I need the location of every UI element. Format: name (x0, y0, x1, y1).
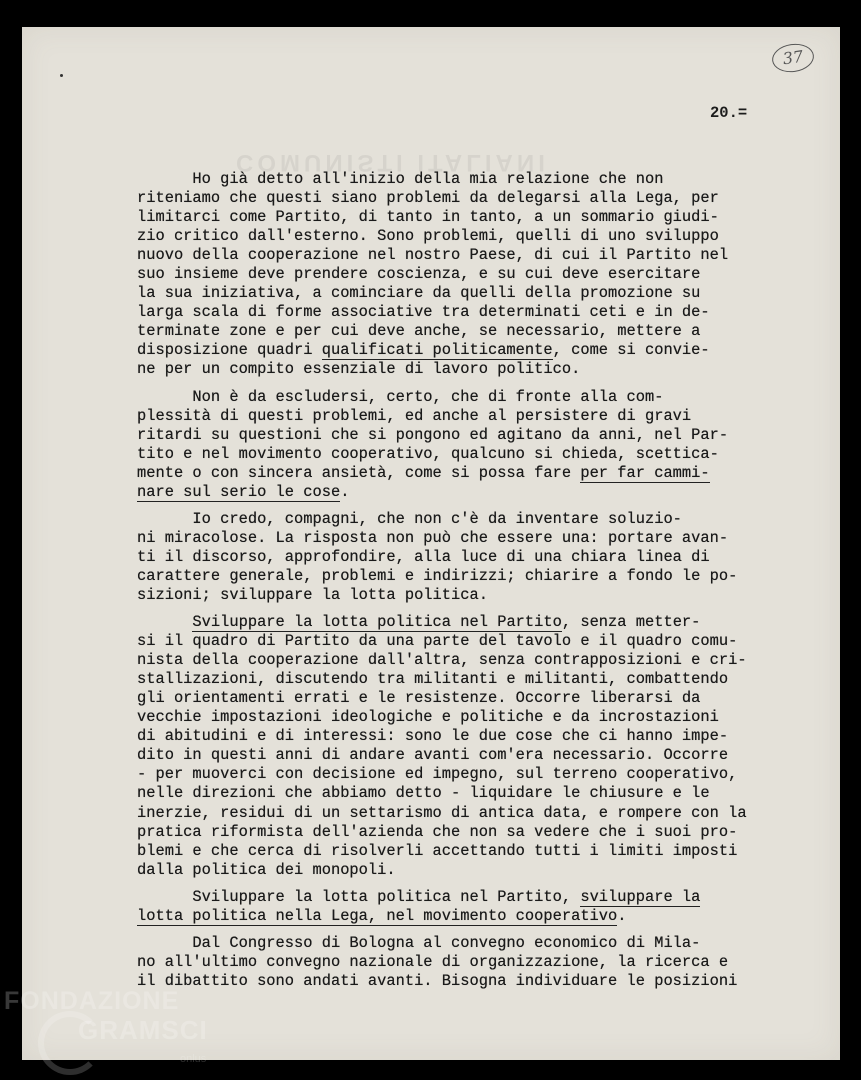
paragraph (137, 170, 777, 380)
underlined-phrase: per far cammi- (580, 463, 710, 482)
text-line: limitarci come Partito, di tanto in tanto, a un sommario giudi- (137, 208, 719, 227)
text-line: tito e nel movimento cooperativo, qualcuno si chieda, scettica- (137, 444, 719, 463)
paragraph-gap (137, 502, 777, 510)
underlined-phrase: sviluppare la (580, 887, 701, 906)
paragraph (137, 510, 777, 605)
text-line: Dal Congresso di Bologna al convegno economico di Mila- (137, 933, 701, 952)
text-line: nelle direzioni che abbiamo detto - liquidare le chiusure e le (137, 784, 710, 803)
text-line: disposizione quadri qualificati politicamente, come si convie- (137, 341, 710, 360)
text-line: di abitudini e di interessi: sono le due cose che ci hanno impe- (137, 727, 729, 746)
text-line: Io credo, compagni, che non c'è da inventare soluzio- (137, 509, 682, 528)
text-line: nista della cooperazione dall'altra, senza contrapposizioni e cri- (137, 651, 747, 670)
archive-watermark (4, 987, 244, 1080)
underlined-phrase: lotta politica nella Lega, nel movimento cooperativo (137, 906, 618, 925)
underlined-phrase: nare sul serio le cose (137, 482, 341, 501)
text-line: zio critico dall'esterno. Sono problemi, quelli di uno sviluppo (137, 227, 719, 246)
text-line: dalla politica dei monopoli. (137, 860, 396, 879)
text-line: pratica riformista dell'azienda che non sa vedere che i suoi pro- (137, 822, 738, 841)
text-line: nare sul serio le cose. (137, 482, 350, 501)
text-line: inerzie, residui di un settarismo di antica data, e rompere con la (137, 803, 747, 822)
paragraph-gap (137, 880, 777, 888)
text-line: suo insieme deve prendere coscienza, e su cui deve esercitare (137, 265, 701, 284)
text-line: Non è da escludersi, certo, che di fronte alla com- (137, 387, 664, 406)
paragraph-gap (137, 380, 777, 388)
watermark-line-3: onlus (180, 1053, 207, 1065)
text-line: gli orientamenti errati e le resistenze. Occorre liberarsi da (137, 689, 701, 708)
watermark-line-2: GRAMSCI (78, 1015, 208, 1045)
text-line: vecchie impostazioni ideologiche e politiche e da incrostazioni (137, 708, 719, 727)
text-line: lotta politica nella Lega, nel movimento cooperativo. (137, 906, 627, 925)
page-number: 20.= (710, 104, 748, 122)
text-line: la sua iniziativa, a cominciare da quelli della promozione su (137, 284, 701, 303)
text-line: plessità di questi problemi, ed anche al persistere di gravi (137, 406, 692, 425)
text-line: stallizazioni, discutendo tra militanti e militanti, combattendo (137, 670, 729, 689)
paragraph (137, 934, 777, 991)
paragraph (137, 888, 777, 926)
underlined-phrase: Sviluppare la lotta politica nel Partito (192, 613, 562, 632)
text-line: ritardi su questioni che si pongono ed agitano da anni, nel Par- (137, 425, 729, 444)
archive-stamp-number: 37 (770, 41, 815, 75)
text-line: sizioni; sviluppare la lotta politica. (137, 585, 488, 604)
text-line: nuovo della cooperazione nel nostro Paese, di cui il Partito nel (137, 246, 729, 265)
text-line: il dibattito sono andati avanti. Bisogna individuare le posizioni (137, 971, 738, 990)
paragraph (137, 613, 777, 880)
text-line: - per muoverci con decisione ed impegno, sul terreno cooperativo, (137, 765, 738, 784)
watermark-line-1: FONDAZIONE (4, 987, 180, 1015)
text-line: Sviluppare la lotta politica nel Partito, sviluppare la (137, 887, 701, 906)
text-line: larga scala di forme associative tra determinati ceti e in de- (137, 303, 710, 322)
document-body (137, 170, 777, 991)
text-line: carattere generale, problemi e indirizzi; chiarire a fondo le po- (137, 566, 738, 585)
ink-speck (60, 74, 63, 77)
text-line: Ho già detto all'inizio della mia relazione che non (137, 170, 664, 188)
text-line: no all'ultimo convegno nazionale di organizzazione, la ricerca e (137, 952, 729, 971)
text-line: si il quadro di Partito da una parte del tavolo e il quadro comu- (137, 632, 738, 651)
text-line: dito in questi anni di andare avanti com'era necessario. Occorre (137, 746, 729, 765)
text-line: ni miracolose. La risposta non può che essere una: portare avan- (137, 528, 729, 547)
text-line: ti il discorso, approfondire, alla luce di una chiara linea di (137, 547, 710, 566)
text-line: ne per un compito essenziale di lavoro politico. (137, 360, 581, 379)
paragraph-gap (137, 926, 777, 934)
text-line: terminate zone e per cui deve anche, se necessario, mettere a (137, 322, 701, 341)
paragraph-gap (137, 605, 777, 613)
text-line: blemi e che cerca di risolverli accettando tutti i limiti imposti (137, 841, 738, 860)
text-line: riteniamo che questi siano problemi da delegarsi alla Lega, per (137, 189, 719, 208)
text-line: Sviluppare la lotta politica nel Partito, senza metter- (192, 613, 701, 632)
text-line: mente o con sincera ansietà, come si possa fare per far cammi- (137, 463, 710, 482)
underlined-phrase: qualificati politicamente (321, 341, 553, 360)
letterhead-show-through: COMUNISTI ITALIANI (236, 149, 549, 176)
paragraph (137, 388, 777, 502)
